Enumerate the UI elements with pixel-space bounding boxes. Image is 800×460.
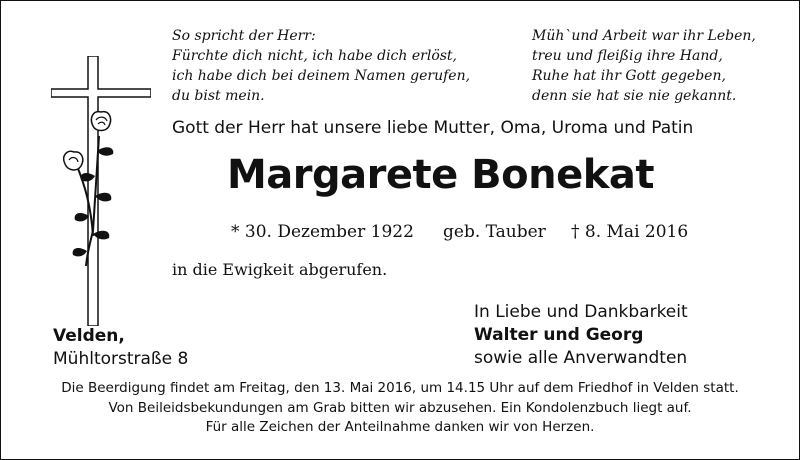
- mourners-relatives: sowie alle Anverwandten: [474, 348, 688, 368]
- mourners-intro: In Liebe und Dankbarkeit: [474, 302, 688, 322]
- verse-line: So spricht der Herr:: [172, 28, 316, 44]
- intro-text: Gott der Herr hat unsere liebe Mutter, Oma, Uroma und Patin: [172, 118, 694, 138]
- poem-line: Müh`und Arbeit war ihr Leben,: [532, 28, 756, 44]
- poem-line: treu und fleißig ihre Hand,: [532, 48, 723, 64]
- poem: [532, 26, 756, 106]
- deceased-name: Margarete Bonekat: [227, 152, 654, 198]
- address-street: Mühltorstraße 8: [53, 349, 189, 369]
- address-block: [53, 325, 188, 371]
- verse-line: ich habe dich bei deinem Namen gerufen,: [172, 68, 471, 84]
- verse-line: du bist mein.: [172, 88, 265, 104]
- called-home-text: in die Ewigkeit abgerufen.: [172, 260, 388, 279]
- poem-line: denn sie hat sie nie gekannt.: [532, 88, 737, 104]
- poem-line: Ruhe hat ihr Gott gegeben,: [532, 68, 726, 84]
- address-town: Velden,: [53, 326, 125, 346]
- mourners-names: Walter und Georg: [474, 325, 644, 345]
- birth-date: * 30. Dezember 1922: [231, 222, 414, 242]
- verse-line: Fürchte dich nicht, ich habe dich erlöst,: [172, 48, 458, 64]
- cross-with-roses-icon: [51, 56, 151, 326]
- death-date: † 8. Mai 2016: [571, 222, 689, 242]
- funeral-info: [1, 379, 799, 438]
- funeral-info-line: Für alle Zeichen der Anteilnahme danken wir von Herzen.: [205, 419, 595, 435]
- maiden-name: geb. Tauber: [443, 222, 546, 242]
- bible-verse: [172, 26, 470, 106]
- funeral-info-line: Von Beileidsbekundungen am Grab bitten wir abzusehen. Ein Kondolenzbuch liegt auf.: [108, 399, 692, 416]
- mourners-block: [474, 301, 688, 370]
- funeral-info-line: Die Beerdigung findet am Freitag, den 13. Mai 2016, um 14.15 Uhr auf dem Friedhof in Velden statt.: [61, 380, 739, 396]
